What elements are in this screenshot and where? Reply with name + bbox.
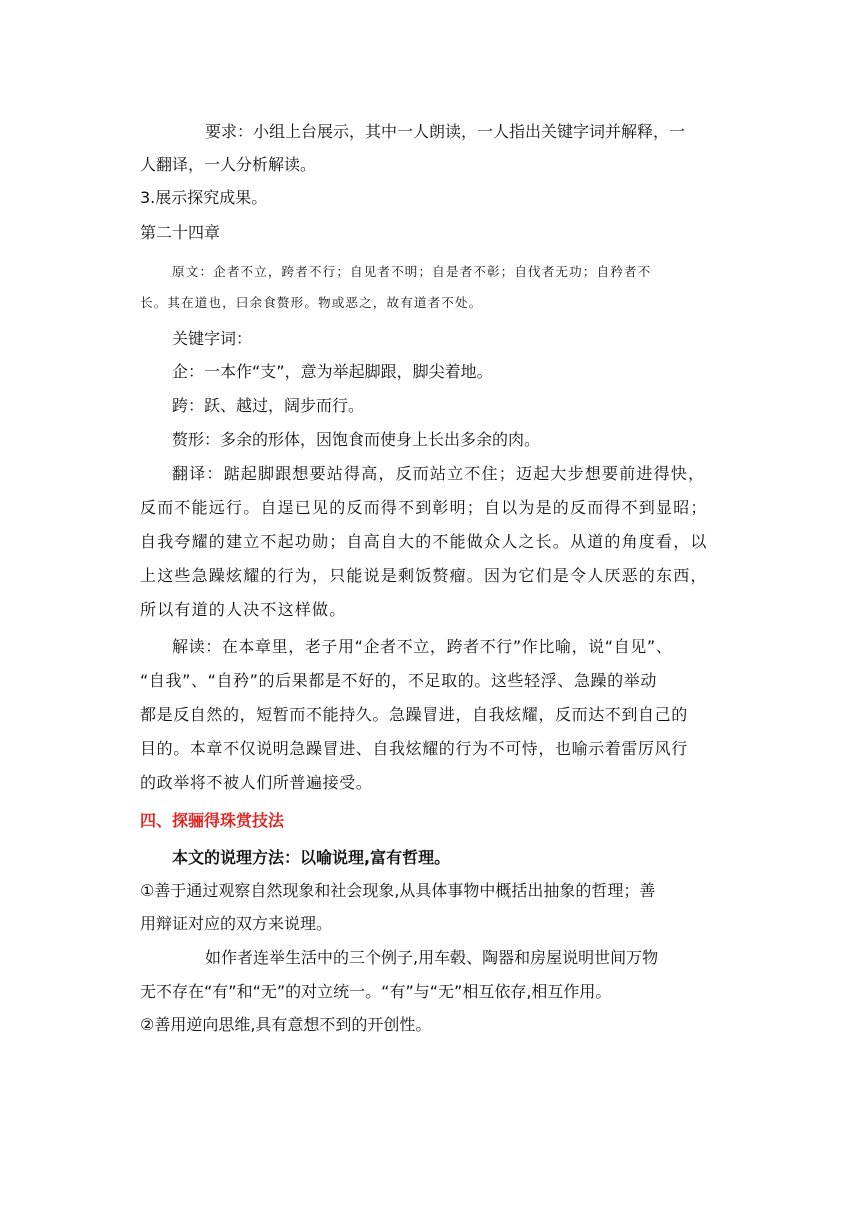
interpretation-line-1: 解读：在本章里，老子用“企者不立，跨者不行”作比喻，说“自见”、 <box>172 637 673 656</box>
original-text-line-1: 原文：企者不立，跨者不行；自见者不明；自是者不彰；自伐者无功；自矜者不 <box>172 264 652 279</box>
translation-line-4: 上这些急躁炫耀的行为，只能说是剩饭赘瘤。因为它们是令人厌恶的东西， <box>140 566 708 585</box>
requirement-line-2: 人翻译，一人分析解读。 <box>140 155 317 174</box>
example-line-1: 如作者连举生活中的三个例子,用车毂、陶器和房屋说明世间万物 <box>205 948 659 967</box>
method-point-2: ②善用逆向思维,具有意想不到的开创性。 <box>140 1015 432 1034</box>
keyword-qi: 企：一本作“支”，意为举起脚跟，脚尖着地。 <box>172 362 493 381</box>
requirement-line-1: 要求：小组上台展示，其中一人朗读，一人指出关键字词并解释，一 <box>205 122 686 141</box>
translation-line-2: 反而不能远行。自逞已见的反而得不到彰明；自以为是的反而得不到显昭； <box>140 498 708 517</box>
method-heading: 本文的说理方法：以喻说理,富有哲理。 <box>172 848 451 867</box>
step-3-heading: 3.展示探究成果。 <box>140 188 268 207</box>
interpretation-line-3: 都是反自然的，短暂而不能持久。急躁冒进，自我炫耀，反而达不到自己的 <box>140 705 688 724</box>
method-point-1-line-2: 用辩证对应的双方来说理。 <box>140 914 333 933</box>
keyword-zhuixing: 赘形：多余的形体，因饱食而使身上长出多余的肉。 <box>172 430 541 449</box>
example-line-2: 无不存在“有”和“无”的对立统一。“有”与“无”相互依存,相互作用。 <box>140 982 612 1001</box>
keywords-title: 关键字词： <box>172 329 253 348</box>
translation-line-3: 自我夸耀的建立不起功勋；自高自大的不能做众人之长。从道的角度看，以 <box>140 532 708 551</box>
keyword-kua: 跨：跃、越过，阔步而行。 <box>172 396 365 415</box>
section-4-heading: 四、探骊得珠赏技法 <box>140 811 285 830</box>
translation-line-1: 翻译：踮起脚跟想要站得高，反而站立不住；迈起大步想要前进得快， <box>172 464 706 483</box>
translation-line-5: 所以有道的人决不这样做。 <box>140 600 347 619</box>
interpretation-line-2: “自我”、“自矜”的后果都是不好的，不足取的。这些轻浮、急躁的举动 <box>140 671 657 690</box>
interpretation-line-4: 目的。本章不仅说明急躁冒进、自我炫耀的行为不可恃，也喻示着雷厉风行 <box>140 739 688 758</box>
interpretation-line-5: 的政举将不被人们所普遍接受。 <box>140 773 373 792</box>
original-text-line-2: 长。其在道也，曰余食赘形。物或恶之，故有道者不处。 <box>140 295 483 310</box>
chapter-title: 第二十四章 <box>140 223 221 242</box>
method-point-1-line-1: ①善于通过观察自然现象和社会现象,从具体事物中概括出抽象的哲理；善 <box>140 881 656 900</box>
